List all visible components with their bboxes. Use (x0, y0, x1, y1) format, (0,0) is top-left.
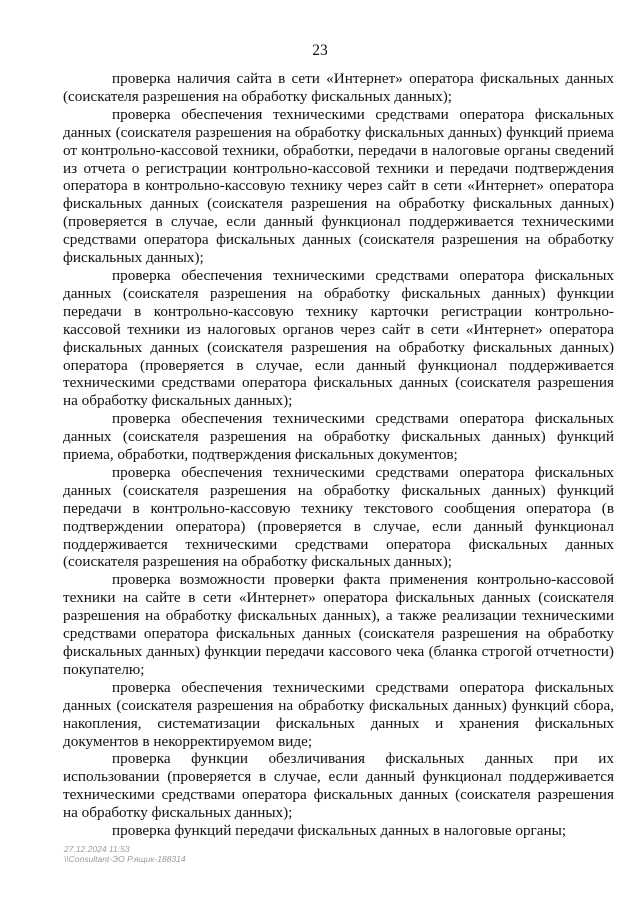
paragraph-5: проверка обеспечения техническими средствами оператора фискальных данных (соискателя разрешения на обработку фискальных данных) функций передачи в контрольно-кассовую технику текстового сообщения оператора (в подтверждении оператора) (проверяется в случае, если данный функционал поддерживается техническими средствами оператора фискальных данных (соискателя разрешения на обработку фискальных данных); (63, 463, 614, 571)
paragraph-2: проверка обеспечения техническими средствами оператора фискальных данных (соискателя разрешения на обработку фискальных данных) функций приема от контрольно-кассовой техники, обработки, передачи в налоговые органы сведений из отчета о регистрации контрольно-кассовой техники и передачи подтверждения оператора в контрольно-кассовую технику через сайт в сети «Интернет» оператора фискальных данных (соискателя разрешения на обработку фискальных данных) (проверяется в случае, если данный функционал поддерживается техническими средствами оператора фискальных данных (соискателя разрешения на обработку фискальных данных); (63, 105, 614, 267)
paragraph-6: проверка возможности проверки факта применения контрольно-кассовой техники на сайте в сети «Интернет» оператора фискальных данных (соискателя разрешения на обработку фискальных данных), а также реализации техническими средствами оператора фискальных данных (соискателя разрешения на обработку фискальных данных) функции передачи кассового чека (бланка строгой отчетности) покупателю; (63, 571, 614, 678)
document-body (63, 70, 614, 840)
page-number: 23 (312, 42, 328, 59)
paragraph-7: проверка обеспечения техническими средствами оператора фискальных данных (соискателя разрешения на обработку фискальных данных) функций сбора, накопления, систематизации фискальных данных и хранения фискальных документов в некорректируемом виде; (63, 678, 614, 750)
paragraph-4: проверка обеспечения техническими средствами оператора фискальных данных (соискателя разрешения на обработку фискальных данных) функций приема, обработки, подтверждения фискальных документов; (63, 410, 614, 464)
footer-stamp (64, 844, 186, 864)
paragraph-8: проверка функции обезличивания фискальных данных при их использовании (проверяется в случае, если данный функционал поддерживается техническими средствами оператора фискальных данных (соискателя разрешения на обработку фискальных данных); (63, 750, 614, 822)
stamp-date: 27.12.2024 11:53 (64, 844, 130, 854)
stamp-source: \\Consultant-ЭО Р.ящик-188314 (64, 854, 186, 864)
paragraph-1: проверка наличия сайта в сети «Интернет» оператора фискальных данных (соискателя разрешения на обработку фискальных данных); (63, 70, 614, 105)
paragraph-3: проверка обеспечения техническими средствами оператора фискальных данных (соискателя разрешения на обработку фискальных данных) функции передачи в контрольно-кассовую технику карточки регистрации контрольно-кассовой техники из налоговых органов через сайт в сети «Интернет» оператора фискальных данных (соискателя разрешения на обработку фискальных данных) оператора (проверяется в случае, если данный функционал поддерживается техническими средствами оператора фискальных данных (соискателя разрешения на обработку фискальных данных); (63, 266, 614, 410)
paragraph-9: проверка функций передачи фискальных данных в налоговые органы; (112, 822, 567, 840)
